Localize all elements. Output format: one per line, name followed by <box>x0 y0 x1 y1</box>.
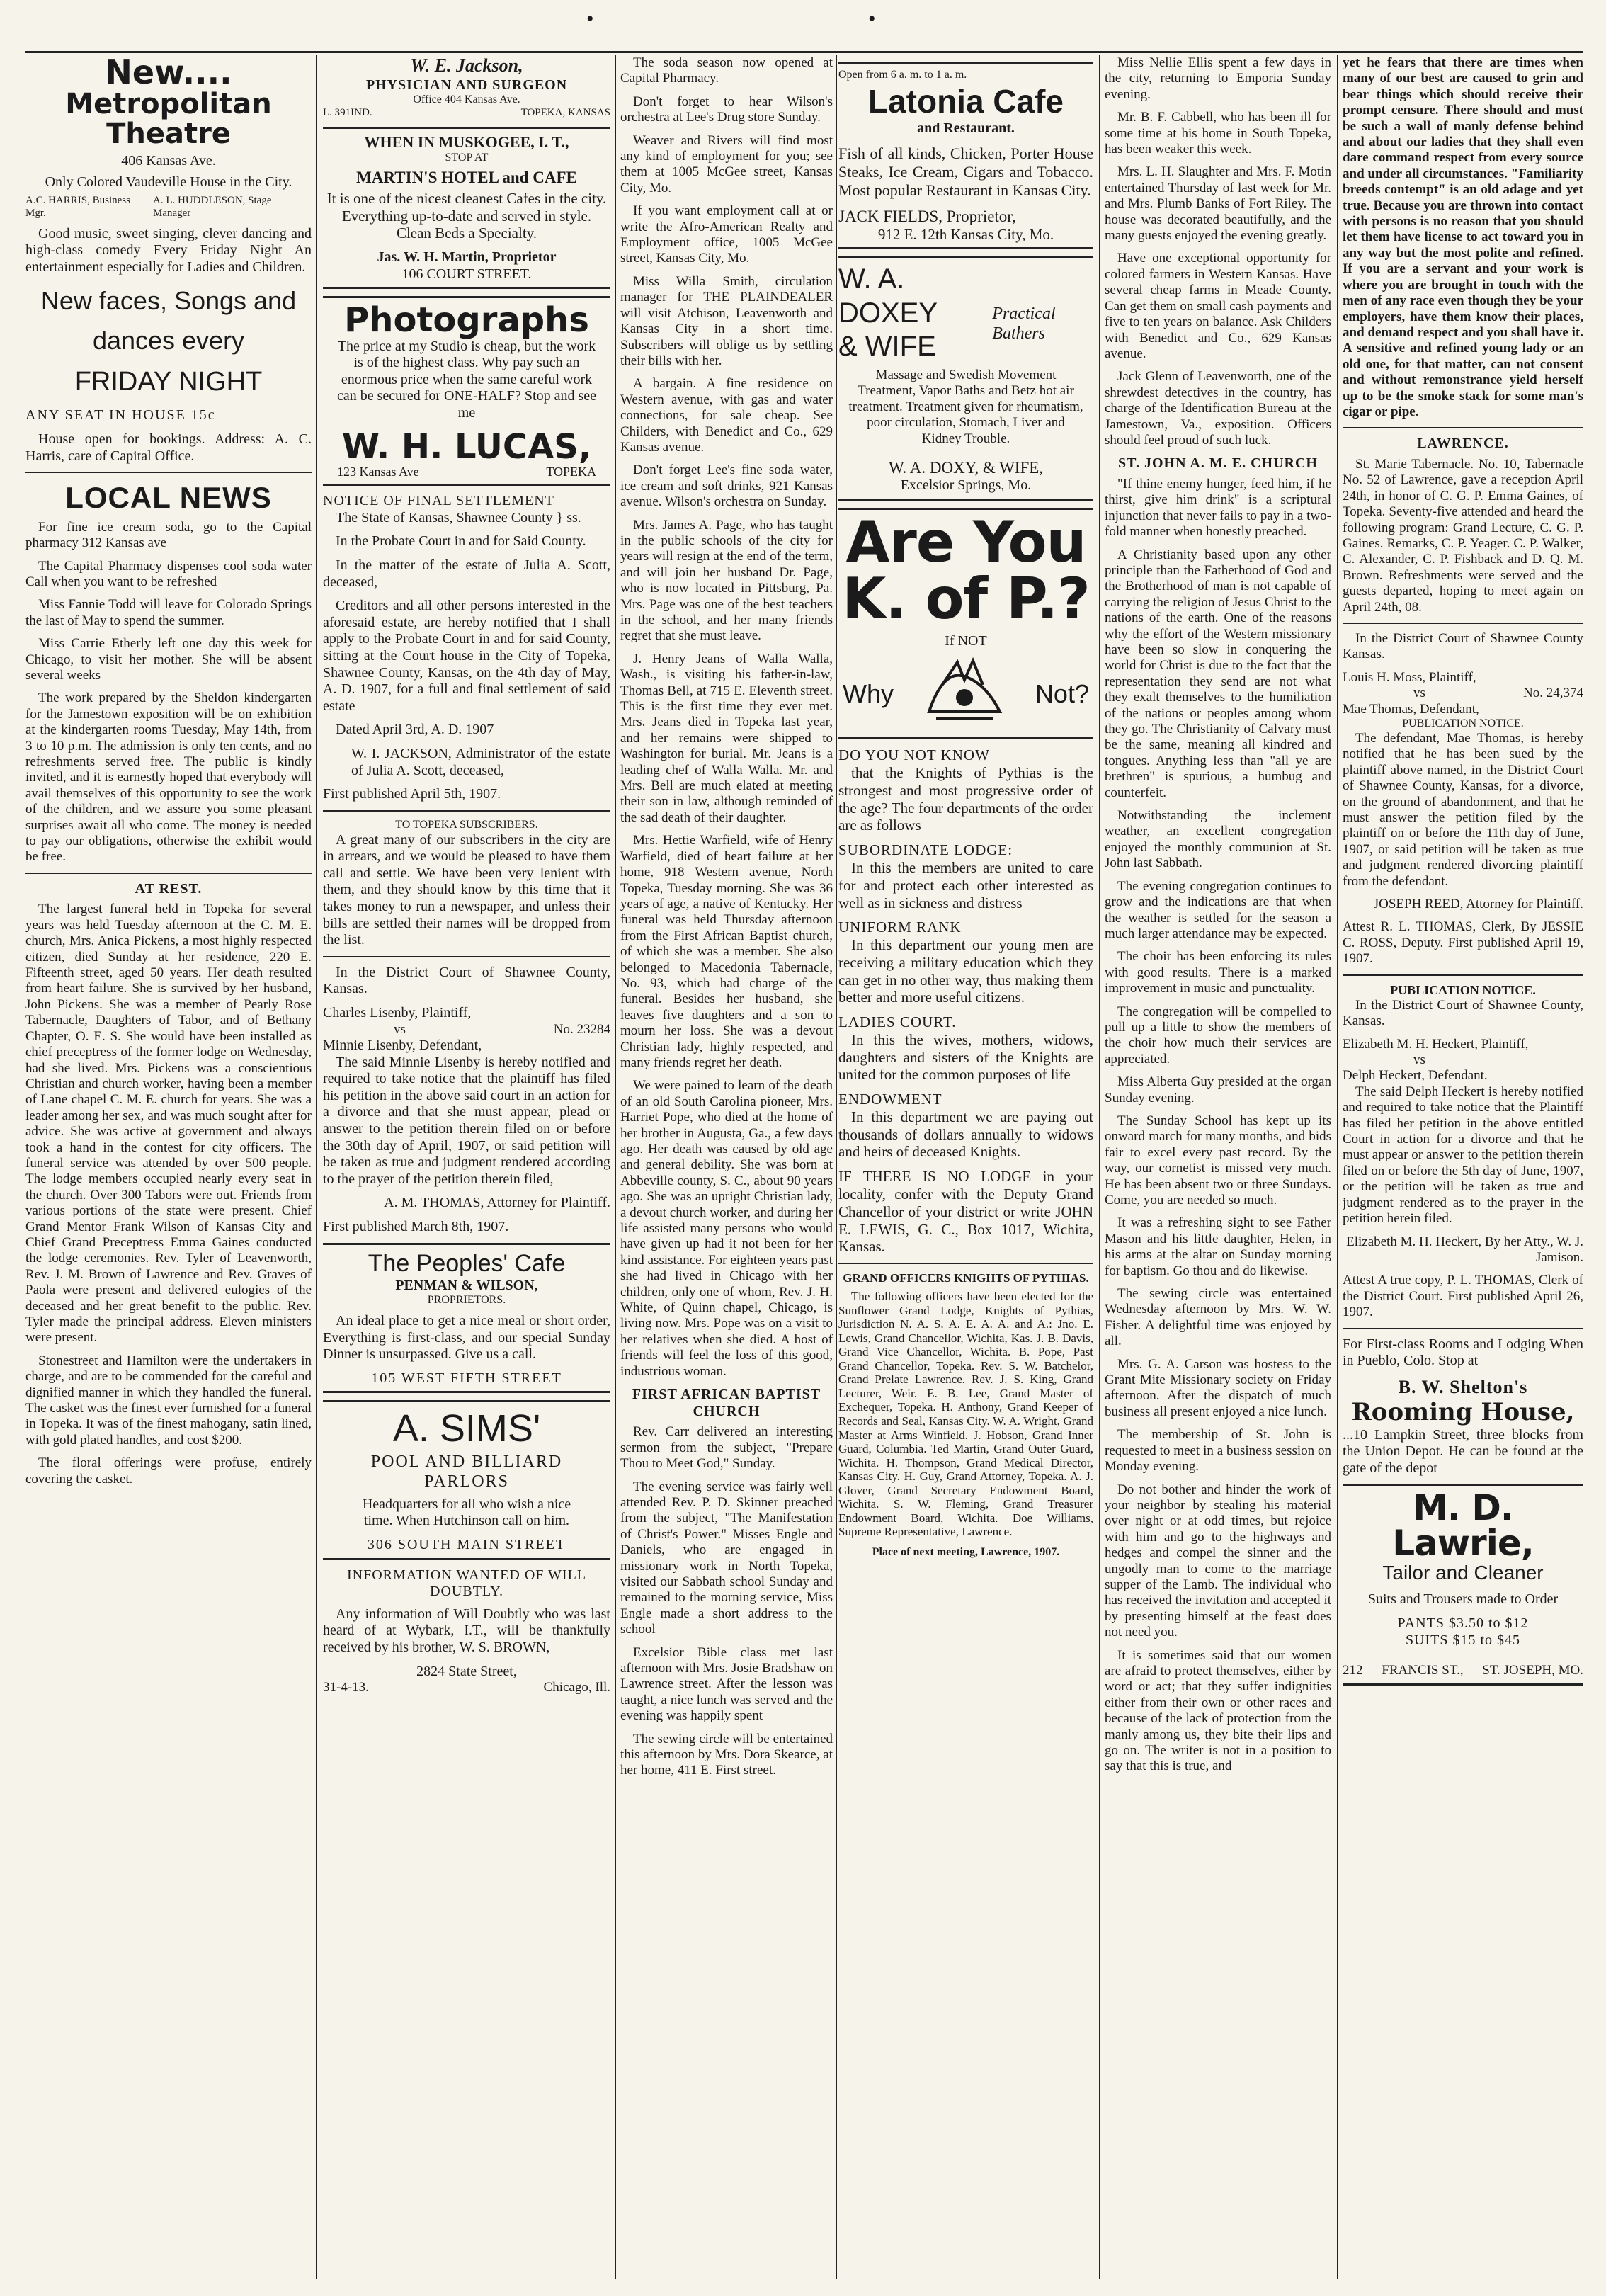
kofp-ad <box>838 508 1093 740</box>
at-rest <box>25 902 312 1487</box>
news-item: If you want employment call at or write the Afro-American Realty and Employment office, 1005 McGee street, Kansas City, Mo. <box>620 203 833 266</box>
seat-price: ANY SEAT IN HOUSE 15c <box>25 407 216 424</box>
pub2-defendant: Delph Heckert, Defendant. <box>1343 1068 1488 1084</box>
physician-phone: L. 391IND. <box>323 107 372 119</box>
doxey-signature: W. A. DOXY, & WIFE, <box>888 459 1044 477</box>
theatre-subtitle: Only Colored Vaudeville House in the City. <box>45 174 292 190</box>
are-you-heading: Are You <box>845 508 1086 575</box>
news-item: We were pained to learn of the death of an old South Carolina pioneer, Mrs. Harriet Pope, who died at the home of her brother in Augusta, Ga., a few days ago. Her death was caused by old age and general debility. She was born at Abbeville county, S. C., about 90 years ago. She was an upright Christian lady, a devout church worker, and during her life assisted many persons who would have given up had it not been for her kind assistance. For eighteen years past she had lived in Chicago with her children, only one of whom, Rev. J. H. White, of Quinn chapel, Chicago, is living now. Mrs. Pope was on a visit to her relatives when she died. A host of friends will feel the loss of this good, industrious woman. <box>620 1078 833 1379</box>
divider <box>838 1263 1093 1264</box>
news-item: Weaver and Rivers will find most any kind of employment for you; see them at 1005 McGee street, Kansas City, Mo. <box>620 132 833 195</box>
pants-price: PANTS $3.50 to $12 <box>1397 1615 1529 1631</box>
church-item: The Sunday School has kept up its onward march for many months, and bids fair to excel every past record. By the way, our cornetist is missed very much. He has been absent two or three Sundays. Come, you are needed so much. <box>1105 1113 1331 1207</box>
top-dot: • <box>586 7 594 30</box>
lawrie-ad <box>1343 1484 1583 1685</box>
stage-manager: A. L. HUDDLESON, Stage Manager <box>153 195 272 220</box>
column-1 <box>25 55 312 2279</box>
divorce-notice <box>323 965 610 1236</box>
new-faces: New faces, Songs and <box>40 285 297 315</box>
friday-night: FRIDAY NIGHT <box>74 366 263 397</box>
why-not-text: Not? <box>1035 679 1089 709</box>
pub1-court: In the District Court of Shawnee County Kansas. <box>1343 631 1583 662</box>
divider <box>1343 623 1583 624</box>
divider <box>323 810 610 812</box>
uniform-heading: UNIFORM RANK <box>838 919 962 936</box>
notice-para: Creditors and all other persons interested in the aforesaid estate, are hereby notified that I shall apply to the Probate Court in and for said County, sitting at the Court house in the City of Topeka, Shawnee County, Kansas, on the 4th day of May, A. D. 1907, for a full and final settlement of said estate <box>323 598 610 714</box>
officers-body: The following officers have been elected for the Sunflower Grand Lodge, Knights of Pythias, Jurisdiction N. A. S. A. E. A. A. and A.: Jno. E. Lewis, Grand Chancellor, Wichita, Kas. J. B. Davis, Grand Vice Chancellor, Wichita. B. Pope, Past Grand Chancellor, Topeka. Rev. S. W. Batchelor, Grand Prelate Lawrence. Rev. J. S. King, Grand Lecturer, Weir. E. B. Lee, Grand Master of Exchequer, Topeka. H. Anthony, Grand Keeper of Records and Seal, Kansas City. W. A. Wright, Grand Master at Arms Winfield. J. Hobson, Grand Inner Guard, Columbia. Ted Martin, Grand Outer Guard, Wichita. H. Thompson, Grand Medical Director, Kansas City. H. Guy, Grand Attorney, Topeka. A. J. Glover, Grand Secretary Endowment Board, Wichita. S. W. Fleming, Grand Treasurer Endowment Board, Wichita. Doe Williams, Supreme Representative, Lawrence. <box>838 1290 1093 1539</box>
news-item: Mr. B. F. Cabbell, who has been ill for some time at his home in South Topeka, has been weaker this week. <box>1105 110 1331 157</box>
info-heading: INFORMATION WANTED OF WILL DOUBTLY. <box>346 1567 587 1600</box>
top-rule <box>25 51 1583 53</box>
endowment-body: In this department we are paying out thousands of dollars annually to widows and heirs of deceased Knights. <box>838 1108 1093 1161</box>
pub2-signature: Elizabeth M. H. Heckert, By her Atty., W. J. Jamison. <box>1346 1234 1583 1265</box>
no-lodge: IF THERE IS NO LODGE in your locality, confer with the Deputy Grand Chancellor of your district or write JOHN E. LEWIS, G. C., Box 1017, Wichita, Kansas. <box>838 1168 1093 1256</box>
church-heading: FIRST AFRICAN BAPTIST CHURCH <box>632 1387 821 1419</box>
column-5-items <box>1105 55 1331 448</box>
uniform-body: In this department our young men are receiving a military education which they can get in no other way, thus making them better and more useful citizens. <box>838 936 1093 1006</box>
physician-contact <box>323 107 610 120</box>
notice-para: In the matter of the estate of Julia A. Scott, deceased, <box>323 557 610 590</box>
court-vs: vs <box>394 1021 406 1037</box>
physician-title: PHYSICIAN AND SURGEON <box>365 76 568 93</box>
church-item: The choir has been enforcing its rules with good results. There is a marked improvement in music and punctuality. <box>1105 949 1331 996</box>
information-wanted <box>323 1567 610 1696</box>
peoples-sub: PROPRIETORS. <box>427 1294 506 1307</box>
info-address: 2824 State Street, <box>416 1663 517 1679</box>
court-heading: In the District Court of Shawnee County, Kansas. <box>323 964 610 997</box>
theatre-name: Metropolitan Theatre <box>65 88 272 151</box>
pub2-plaintiff: Elizabeth M. H. Heckert, Plaintiff, <box>1343 1036 1529 1052</box>
church-item: "If thine enemy hunger, feed him, if he thirst, give him drink" is a scriptural injunction that never fails to pay in a two-fold manner when honestly preached. <box>1105 476 1331 540</box>
photographs-body: The price at my Studio is cheap, but the work is of the highest class. Why pay such an enormous price when the same careful work can be secured for ONE-HALF? Stop and see me <box>337 338 596 421</box>
pub2-attest: Attest A true copy, P. L. THOMAS, Clerk of the District Court. First published April 26, 1907. <box>1343 1273 1583 1320</box>
st-john-news <box>1105 477 1331 1775</box>
lawrence-body: St. Marie Tabernacle. No. 10, Tabernacle No. 52 of Lawrence, gave a reception April 24th, in honor of C. G. P. Emma Gaines, of Topeka. Seventy-five attended and heard the following program: Grand Lecture, C. G. P. Gaines. Remarks, C. P. Yeager. C. P. Walker, C. Alexander, C. P. Fishback and D. Q. M. Brown. Refreshments were served and the guests departed, hoping to meet again on April 24th, 08. <box>1343 456 1583 615</box>
lawrie-number: 212 <box>1343 1663 1363 1678</box>
notice-signature: W. I. JACKSON, Administrator of the estate of Julia A. Scott, deceased, <box>351 745 610 778</box>
pub1-attest: Attest R. L. THOMAS, Clerk, By JESSIE C. ROSS, Deputy. First published April 19, 1907. <box>1343 919 1583 967</box>
lawrie-sub: Tailor and Cleaner <box>1382 1562 1544 1584</box>
latonia-address: 912 E. 12th Kansas City, Mo. <box>877 225 1054 243</box>
if-not: If NOT <box>945 632 987 649</box>
doxey-heading: W. A. DOXEY <box>838 263 938 329</box>
court-case <box>323 1022 610 1038</box>
court-plaintiff: Charles Lisenby, Plaintiff, <box>323 1004 472 1021</box>
sims-body: Headquarters for all who wish a nice time. When Hutchinson call on him. <box>362 1496 571 1529</box>
shelton-name: B. W. Shelton's <box>1398 1376 1528 1397</box>
at-rest-para: The floral offerings were profuse, entirely covering the casket. <box>25 1455 312 1487</box>
pub1-case <box>1343 686 1583 701</box>
pub2-court: In the District Court of Shawnee County, Kansas. <box>1343 997 1583 1029</box>
pub1-defendant: Mae Thomas, Defendant, <box>1343 701 1479 717</box>
muskogee-stop: STOP AT <box>445 151 489 164</box>
news-item: The soda season now opened at Capital Pharmacy. <box>620 55 833 86</box>
kofp-heading: K. of P.? <box>842 565 1090 632</box>
doxey-ad <box>838 256 1093 500</box>
church-item: Do not bother and hinder the work of your neighbor by stealing his material over night or at odd times, but rejoice with him and go to the highways and hedges and compel the sinner and the ungodly man to come to the marriage supper of the Lamb. The individual who has received the invitation and accepted it by presenting himself at the feast does not need you. <box>1105 1482 1331 1640</box>
dyk-body: that the Knights of Pythias is the strongest and most progressive order of the age? The four departments of the order are as follows <box>838 764 1093 834</box>
notice-para: The State of Kansas, Shawnee County } ss. <box>336 509 581 525</box>
pub1-number: No. 24,374 <box>1523 686 1583 701</box>
lucas-street: 123 Kansas Ave <box>337 465 419 479</box>
latonia-sub: and Restaurant. <box>917 120 1015 137</box>
news-item: Miss Nellie Ellis spent a few days in the city, returning to Emporia Sunday evening. <box>1105 55 1331 102</box>
rooming-house: Rooming House, <box>1351 1398 1575 1427</box>
peoples-proprietors: PENMAN & WILSON, <box>395 1277 538 1293</box>
photographs-heading: Photographs <box>344 300 589 341</box>
muskogee-body: It is one of the nicest cleanest Cafes in the city. Everything up-to-date and served in style. Clean Beds a Specialty. <box>326 189 607 242</box>
lawrie-city: ST. JOSEPH, MO. <box>1482 1663 1583 1678</box>
publication-notice-1 <box>1343 631 1583 967</box>
final-settlement-notice <box>323 493 610 803</box>
local-item: For fine ice cream soda, go to the Capital pharmacy 312 Kansas ave <box>25 519 312 551</box>
pub2-heading: PUBLICATION NOTICE. <box>1390 982 1536 997</box>
local-item: The Capital Pharmacy dispenses cool soda water Call when you want to be refreshed <box>25 558 312 589</box>
news-item: J. Henry Jeans of Walla Walla, Wash., is visiting his father-in-law, Thomas Bell, at 715 E. Eleventh street. This is the first time they ever met. Mrs. Jeans died in Topeka last year, and her remains were shipped to Washington for burial. Mr. Jeans is a leading chef of Walla Walla. Mr. and Mrs. Bell are much elated at meeting their son in law, although reminded of the sad death of their daughter. <box>620 651 833 825</box>
news-item: Mrs. L. H. Slaughter and Mrs. F. Motin entertained Thursday of last week for Mr. and Mrs. Plumb Banks of Fort Riley. The house was decorated beautifully, and the many guests enjoyed the evening greatly. <box>1105 164 1331 244</box>
muskogee-hotel: MARTIN'S HOTEL and CAFE <box>356 168 577 186</box>
lawrie-body: Suits and Trousers made to Order <box>1367 1591 1559 1608</box>
why-not-row <box>838 655 1093 733</box>
physician-name: W. E. Jackson, <box>410 55 523 76</box>
church-item: Rev. Carr delivered an interesting sermon from the subject, "Prepare Thou to Meet God," Sunday. <box>620 1424 833 1472</box>
news-item: Mrs. Hettie Warfield, wife of Henry Warfield, died of heart failure at her home, 918 Western avenue, North Topeka, Tuesday morning. She was 36 years of age, a native of Kentucky. Her funeral was held Thursday afternoon from the First African Baptist church, of which she was a member. She also belonged to Macedonia Tabernacle, No. 93, which had charge of the funeral. Besides her husband, she leaves five daughters and a son to mourn her loss. She was a devout Christian lady, highly respected, and many friends regret her death. <box>620 833 833 1070</box>
theatre-managers <box>25 195 312 220</box>
notice-para: Dated April 3rd, A. D. 1907 <box>336 722 494 738</box>
pub1-vs: vs <box>1413 686 1425 701</box>
lawrence-heading: LAWRENCE. <box>1417 436 1509 452</box>
news-item: Don't forget Lee's fine soda water, ice cream and soft drinks, 921 Kansas avenue. Wilson's orchestra on Sunday. <box>620 462 833 510</box>
local-item: Miss Fannie Todd will leave for Colorado Springs the last of May to spend the summer. <box>25 597 312 628</box>
pub1-plaintiff: Louis H. Moss, Plaintiff, <box>1343 669 1476 685</box>
info-body: Any information of Will Doubtly who was last heard of at Wybark, I.T., will be thankfully received by his brother, W. S. BROWN, <box>323 1606 610 1655</box>
column-4 <box>838 55 1093 2279</box>
business-manager: A.C. HARRIS, Business Mgr. <box>25 195 130 220</box>
peoples-heading: The Peoples' Cafe <box>368 1249 566 1277</box>
shelton-address: ...10 Lampkin Street, three blocks from the Union Depot. He can be found at the gate of the depot <box>1343 1426 1583 1476</box>
lucas-address <box>323 465 610 479</box>
court-defendant: Minnie Lisenby, Defendant, <box>323 1037 482 1053</box>
officers-footer: Place of next meeting, Lawrence, 1907. <box>872 1545 1060 1558</box>
divider <box>25 873 312 874</box>
photographs-ad <box>323 296 610 486</box>
doxey-body: Massage and Swedish Movement Treatment, Vapor Baths and Betz hot air treatment. Treatment given for rheumatism, poor circulation, Stomach, Liver and Kidney Trouble. <box>848 368 1083 446</box>
news-item: A bargain. A fine residence on Western avenue, with gas and water connections, for sale cheap. See Childers, with Benedict and Co., 629 Kansas avenue. <box>620 376 833 455</box>
column-6 <box>1343 55 1583 2279</box>
court-published: First published March 8th, 1907. <box>323 1218 509 1234</box>
news-item: Don't forget to hear Wilson's orchestra at Lee's Drug store Sunday. <box>620 93 833 125</box>
lucas-name: W. H. LUCAS, <box>341 426 592 467</box>
subscribers-heading: TO TOPEKA SUBSCRIBERS. <box>395 818 538 831</box>
church-item: Miss Alberta Guy presided at the organ Sunday evening. <box>1105 1074 1331 1106</box>
at-rest-para: Stonestreet and Hamilton were the undertakers in charge, and are to be commended for the careful and dignified manner in which they handled the funeral. The casket was the finest ever furnished for a funeral in Topeka. It was of the finest mahogany, satin lined, with gold plated handles, and cost $200. <box>25 1353 312 1448</box>
ladies-body: In this the wives, mothers, widows, daughters and sisters of the Knights are united for the common purposes of life <box>838 1030 1093 1084</box>
pythias-body <box>838 746 1093 1256</box>
firstclass-note: For First-class Rooms and Lodging When in Pueblo, Colo. Stop at <box>1343 1336 1583 1369</box>
at-rest-heading: AT REST. <box>135 880 203 897</box>
suits-price: SUITS $15 to $45 <box>1405 1632 1521 1648</box>
local-item: Miss Carrie Etherly left one day this week for Chicago, to visit her mother. She will be absent several weeks <box>25 636 312 683</box>
divider <box>323 956 610 957</box>
pub1-body: The defendant, Mae Thomas, is hereby notified that he has been sued by the plaintiff above named, in the District Court of Shawnee County, Kansas, for a divorce, on the ground of abandonment, and that he must answer the petition filed by the plaintiff on or before the 11th day of June, 1907, or said petition will be taken as true and judgment rendered divorcing plaintiff from the defendant. <box>1343 730 1583 889</box>
subscribers-body: A great many of our subscribers in the city are in arrears, and we would be pleased to have them call and settle. We have been very lenient with them, and they should know by this time that it takes money to run a newspaper, and unless their bills are settled their names will be dropped from the list. <box>323 831 610 948</box>
endowment-heading: ENDOWMENT <box>838 1091 942 1108</box>
news-item: Miss Willa Smith, circulation manager for THE PLAINDEALER will visit Atchison, Leavenworth and Kansas City in a short time. Subscribers will oblige us by settling their bills with her. <box>620 273 833 368</box>
court-body: The said Minnie Lisenby is hereby notified and required to take notice that the plaintiff has filed his petition in the above said court in an action for a divorce and that she must appear, plead or answer to the petition therein filed on or before the 30th day of April, 1907, or said petition will be taken as true and judgment rendered according to the prayer of the petition therein filed, <box>323 1054 610 1187</box>
theatre-address: 406 Kansas Ave. <box>121 153 216 169</box>
news-item: Jack Glenn of Leavenworth, one of the shrewdest detectives in the country, has charge of the Identification Bureau at the Jamestown, Va., exposition. Officers should feel proud of such luck. <box>1105 369 1331 448</box>
pub1-notice: PUBLICATION NOTICE. <box>1402 717 1524 730</box>
lawrie-address <box>1343 1663 1583 1678</box>
pub1-signature: JOSEPH REED, Attorney for Plaintiff. <box>1373 896 1583 911</box>
notice-published: First published April 5th, 1907. <box>323 786 501 802</box>
church-item: The congregation will be compelled to pull up a little to show the members of the choir how much their services are appreciated. <box>1105 1004 1331 1067</box>
pythias-emblem-icon <box>915 655 1014 733</box>
officers-heading: GRAND OFFICERS KNIGHTS OF PYTHIAS. <box>843 1271 1089 1285</box>
publication-notice-2 <box>1343 983 1583 1321</box>
notice-heading: NOTICE OF FINAL SETTLEMENT <box>323 493 554 509</box>
local-news <box>25 520 312 865</box>
muskogee-heading: WHEN IN MUSKOGEE, I. T., <box>364 132 569 151</box>
church-item: It is sometimes said that our women are afraid to protect themselves, either by word or act; that they suffer indignities either from their own or other races and because of the lack of protection from the manly among us, they bite their lips and go on. The writer is not in a position to say that this is true, and <box>1105 1647 1331 1774</box>
column-3 <box>620 55 833 2279</box>
column-rule <box>1099 55 1100 2279</box>
info-footer <box>323 1680 610 1695</box>
divider <box>1343 1328 1583 1329</box>
at-rest-para: The largest funeral held in Topeka for several years was held Tuesday afternoon at the C. M. E. church, Mrs. Anica Pickens, a most highly respected citizen, died Sunday at her residence, 220 E. Fifteenth street, aged 50 years. Her death resulted from heart failure. She is survived by her husband, John Pickens. She was a member of Pearly Rose Tabernacle, Daughters of Tabor, and of Bethany Chapter, O. E. S. She would have been installed as chief preceptress of the former lodge on Wednesday, had she lived. Mrs. Pickens was a conscientious Christian and church worker, having been a member of Lane chapel C. M. E. church for years. She was a leader among her sex, and was much sought after for advice. She was active at government and always took a hand in the contest for city officers. The funeral service was attended by over 500 people. The lodge members occupied nearly every seat in the church. Over 300 Tabors were out. Friends from various portions of the state were present. Chief Grand Mentor Frank Wilson of Kansas City and Chief Grand Preceptress Emma Gaines conducted the lodge ceremonies. Rev. Tyler of Leavenworth, Rev. J. M. Brown of Lawrence and Rev. Graves of Paola were present and delivered eulogies of the deceased and her great benefit to the public. Rev. Tyler made the principal address. Eleven ministers were present. <box>25 902 312 1346</box>
column-rule <box>1337 55 1338 2279</box>
church-item: The sewing circle will be entertained this afternoon by Mrs. Dora Skearce, at her home, 411 E. First street. <box>620 1731 833 1778</box>
continued-article: yet he fears that there are times when many of our best are caused to grin and bear things which should receive their prompt censure. There should and must be such a wall of manly defense behind and about our ladies that they shall even dare command respect from every source and under all circumstances. "Familiarity breeds contempt" is an old adage and yet true. Because you are thrown into contact with persons is no reason that you should let them have license to act toward you in any way but the most polite and refined. If you are a servant and your work is where you are brought in touch with the men of any race even though they be your employers, have them know their places, and demand respect and you shall have it. A sensitive and refined young lady or an old one, for that matter, can not consent and without remonstrance yield herself up to be the smoke stack for some man's cigar or pipe. <box>1343 55 1583 419</box>
lawrie-street: FRANCIS ST., <box>1382 1663 1464 1678</box>
st-john-heading: ST. JOHN A. M. E. CHURCH <box>1118 455 1318 472</box>
theatre-ad <box>25 55 312 465</box>
doxey-wife: & WIFE <box>838 330 936 362</box>
local-news-heading: LOCAL NEWS <box>65 481 272 515</box>
column-3-items <box>620 55 833 1380</box>
church-news <box>620 1424 833 1779</box>
bookings-note: House open for bookings. Address: A. C. Harris, care of Capital Office. <box>25 431 312 464</box>
church-item: Excelsior Bible class met last afternoon with Mrs. Josie Bradshaw on Lawrence street. After the lesson was taught, a nice lunch was served and the evening was happily spent <box>620 1644 833 1724</box>
court-number: No. 23284 <box>553 1021 610 1037</box>
doxey-city: Excelsior Springs, Mo. <box>900 477 1032 494</box>
sims-heading: A. SIMS' <box>392 1407 541 1450</box>
subordinate-body: In this the members are united to care for and protect each other interested as well as in sickness and distress <box>838 858 1093 911</box>
peoples-body: An ideal place to get a nice meal or short order, Everything is first-class, and our special Sunday Dinner is unsurpassed. Give us a call. <box>323 1313 610 1363</box>
subscribers-notice <box>323 819 610 949</box>
theatre-body: Good music, sweet singing, clever dancing and high-class comedy Every Friday Night An entertainment especially for Ladies and Children. <box>25 225 312 275</box>
local-item: The work prepared by the Sheldon kindergarten for the Jamestown exposition will be on exhibition at the kindergarten rooms Tuesday, May 14th, from 3 to 10 p.m. The admission is only ten cents, and no refreshments served free. The public is kindly invited, and it is earnestly hoped that everybody will avail themselves of this opportunity to see the work of the children, and we assure you some pleasant surprises await all who come. The money is needed to pay our obligations, otherwise the exhibit would be free. <box>25 690 312 865</box>
doxey-tagline: Practical Bathers <box>992 304 1056 343</box>
church-item: The sewing circle was entertained Wednesday afternoon by Mrs. W. W. Fisher. A delightful time was enjoyed by all. <box>1105 1286 1331 1349</box>
why-text: Why <box>843 679 894 709</box>
pub2-body: The said Delph Heckert is hereby notified and required to take notice that the Plaintiff has filed her petition in the above entitled Court in action for a divorce and that he must appear or answer to the petition therein filed on or before the 5th day of June, 1907, or the petition will be taken as true and judgment rendered as to the prayer in the petition herein filed. <box>1343 1084 1583 1227</box>
top-dot: • <box>868 7 876 30</box>
peoples-cafe-ad <box>323 1243 610 1394</box>
physician-ad <box>323 55 610 120</box>
church-item: The evening service was fairly well attended Rev. P. D. Skinner preached from the subject, "The Manifestation of Christ's Power." Misses Engle and Daniels, who are engaged in missionary work in North Topeka, visited our Sabbath school Sunday and remained to the morning service, Miss Engle made a short address to the school <box>620 1479 833 1637</box>
doxey-header <box>838 263 1093 363</box>
lawrie-name: M. D. Lawrie, <box>1392 1487 1534 1564</box>
news-item: Mrs. James A. Page, who has taught in the public schools of the city for years will resign at the end of the term, and will join her husband Dr. Page, who is now located in Pittsburg, Pa. Mrs. Page was one of the best teachers in the school, and her many friends regret that she must leave. <box>620 517 833 644</box>
pub2-vs: vs <box>1413 1052 1425 1068</box>
lucas-city: TOPEKA <box>546 465 596 479</box>
notice-para: In the Probate Court in and for Said County. <box>336 533 586 550</box>
physician-city: TOPEKA, KANSAS <box>520 107 610 119</box>
sims-sub-2: PARLORS <box>424 1472 509 1491</box>
sims-sub: POOL AND BILLIARD <box>370 1453 563 1472</box>
dances-every: dances every <box>92 326 245 356</box>
column-rule <box>836 55 837 2279</box>
peoples-address: 105 WEST FIFTH STREET <box>371 1370 562 1386</box>
church-item: The evening congregation continues to grow and the indications are that when the weather is settled for the season a much larger attendance may be expected. <box>1105 878 1331 941</box>
theatre-new: New.... <box>105 55 232 91</box>
ladies-heading: LADIES COURT. <box>838 1013 957 1031</box>
muskogee-address: 106 COURT STREET. <box>402 266 532 282</box>
latonia-body: Fish of all kinds, Chicken, Porter House Steaks, Ice Cream, Cigars and Tobacco. Most popular Restaurant in Kansas City. <box>838 144 1093 199</box>
church-item: It was a refreshing sight to see Father Mason and his little daughter, Helen, in his arms at the altar on Sunday morning for baptism. Go thou and do likewise. <box>1105 1215 1331 1278</box>
church-item: Notwithstanding the inclement weather, an excellent congregation enjoyed the monthly communion at St. John last Sabbath. <box>1105 808 1331 871</box>
info-ref: 31-4-13. <box>323 1680 369 1695</box>
latonia-heading: Latonia Cafe <box>867 82 1064 120</box>
divider <box>1343 974 1583 976</box>
sims-ad <box>323 1400 610 1559</box>
column-5 <box>1105 55 1331 2279</box>
muskogee-ad <box>323 127 610 289</box>
latonia-proprietor: JACK FIELDS, Proprietor, <box>838 207 1016 225</box>
church-item: The membership of St. John is requested to meet in a business session on Monday evening. <box>1105 1427 1331 1474</box>
muskogee-proprietor: Jas. W. H. Martin, Proprietor <box>377 249 557 266</box>
divider <box>1343 427 1583 428</box>
column-2 <box>323 55 610 2279</box>
info-city: Chicago, Ill. <box>543 1680 610 1695</box>
news-item: Have one exceptional opportunity for colored farmers in Western Kansas. Have several cheap farms in Meade County. Can get them on small cash payments and five to ten years on balance. Ask Childers with Benedict and Co., 629 Kansas avenue. <box>1105 251 1331 361</box>
latonia-cafe-ad <box>838 62 1093 249</box>
subordinate-heading: SUBORDINATE LODGE: <box>838 841 1013 859</box>
court-signature: A. M. THOMAS, Attorney for Plaintiff. <box>384 1195 610 1211</box>
sims-address: 306 SOUTH MAIN STREET <box>367 1536 566 1552</box>
latonia-hours: Open from 6 a. m. to 1 a. m. <box>838 69 967 81</box>
shelton-ad <box>1343 1336 1583 1477</box>
column-rule <box>316 55 317 2279</box>
church-item: A Christianity based upon any other principle than the Fatherhood of God and the Brotherhood of man is not capable of carrying the religion of Jesus Christ to the nations of the earth. One of the reasons why the effort of the Western missionary have been so slow in conquering the world for Christ is due to the fact that the representation they send are not what they exalt themselves to the humiliation of the nations or peoples among whom they go. The Christianity of Calvary must be the same, meaning all kindred and tongues. Anything less than "all ye are brethren" is spurious, a humbug and counterfeit. <box>1105 547 1331 800</box>
doxey-names <box>838 263 984 363</box>
church-item: Mrs. G. A. Carson was hostess to the Grant Mite Missionary society on Friday afternoon. After the dispatch of much business all present enjoyed a nice lunch. <box>1105 1356 1331 1419</box>
divider <box>25 472 312 473</box>
column-rule <box>615 55 616 2279</box>
physician-office: Office 404 Kansas Ave. <box>413 93 520 106</box>
dyk-heading: DO YOU NOT KNOW <box>838 746 990 764</box>
